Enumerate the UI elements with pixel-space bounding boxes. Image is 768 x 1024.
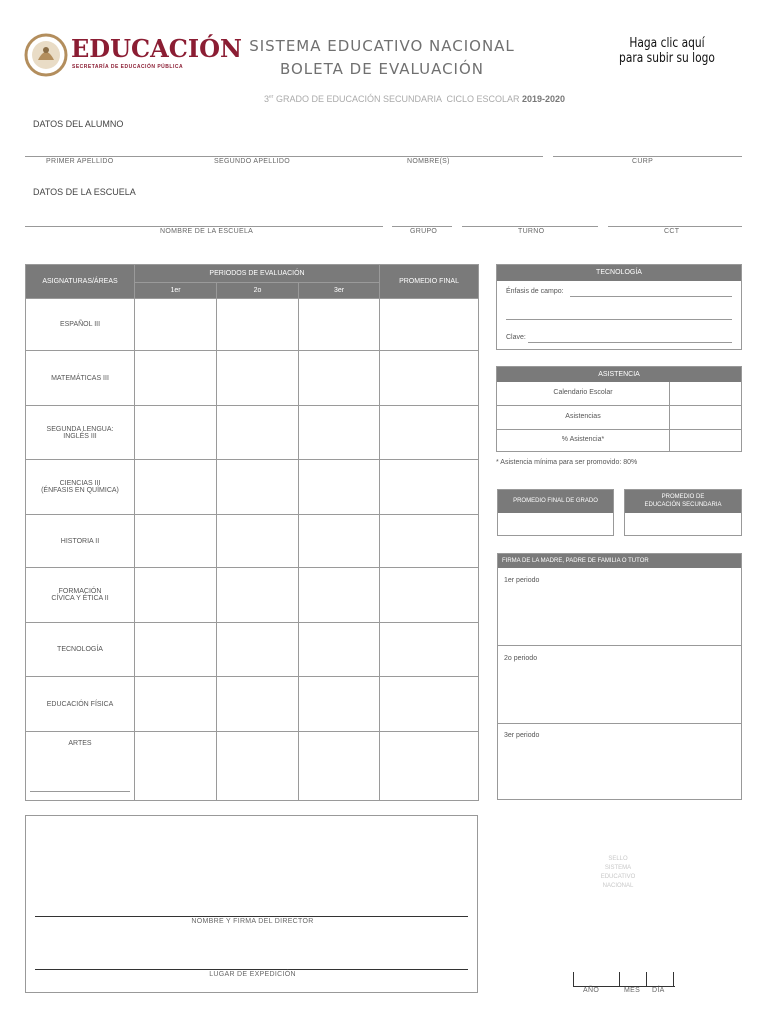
grade-cell[interactable]: [299, 299, 380, 351]
emphasis-line[interactable]: [570, 296, 732, 297]
seal-placeholder: SELLO SISTEMA EDUCATIVO NACIONAL: [600, 856, 636, 889]
table-row: [26, 732, 479, 801]
grade-cell[interactable]: [299, 460, 380, 515]
place-label: LUGAR DE EXPEDICIÓN: [209, 971, 296, 978]
grade-cell[interactable]: [299, 568, 380, 623]
table-row: [26, 299, 479, 351]
school-name-label: NOMBRE DE LA ESCUELA: [160, 228, 254, 235]
shift-line[interactable]: [462, 226, 598, 227]
subject-english: SEGUNDA LENGUA: INGLÉS III: [26, 406, 135, 460]
subject-arts: ARTES: [68, 740, 92, 747]
subject-civics: FORMACIÓN CÍVICA Y ÉTICA II: [26, 568, 135, 623]
grade-number: 3: [263, 94, 269, 104]
attendance-row-2: [497, 406, 741, 430]
signature-period-1-label: 1er periodo: [504, 577, 540, 584]
period-1-header: 1er: [135, 283, 217, 299]
attendance-label-percent: % Asistencia*: [561, 436, 605, 443]
grade-cell[interactable]: [135, 623, 217, 677]
month-label: MES: [624, 987, 641, 994]
school-name-line[interactable]: [25, 226, 383, 227]
group-label: GRUPO: [410, 228, 438, 235]
grade-cell[interactable]: [299, 351, 380, 406]
group-line[interactable]: [392, 226, 452, 227]
signature-period-2[interactable]: [498, 646, 741, 724]
table-row: [26, 568, 479, 623]
grade-cell[interactable]: [135, 460, 217, 515]
upload-logo-line2: para subir su logo: [619, 51, 715, 66]
grade-cell[interactable]: [217, 351, 299, 406]
guardian-signature-title: FIRMA DE LA MADRE, PADRE DE FAMILIA O TUTOR: [498, 554, 741, 568]
signature-period-3[interactable]: [498, 724, 741, 799]
day-label: DÍA: [652, 987, 665, 994]
grade-cell[interactable]: [299, 515, 380, 568]
attendance-title: ASISTENCIA: [497, 367, 741, 382]
grade-cell[interactable]: [299, 406, 380, 460]
grade-cell[interactable]: [299, 677, 380, 732]
grade-average-box[interactable]: [497, 489, 614, 536]
grade-text: GRADO DE EDUCACIÓN SECUNDARIA CICLO ESCOLAR: [273, 94, 522, 104]
second-surname-label: SEGUNDO APELLIDO: [214, 158, 290, 165]
grade-cell[interactable]: [135, 406, 217, 460]
secondary-average-box[interactable]: [624, 489, 742, 536]
technology-title: TECNOLOGÍA: [497, 265, 741, 281]
grade-cell[interactable]: [299, 732, 380, 801]
emphasis-label: Énfasis de campo:: [506, 288, 564, 295]
grade-cell[interactable]: [135, 351, 217, 406]
grade-cell[interactable]: [217, 460, 299, 515]
final-grade-cell[interactable]: [380, 732, 479, 801]
grade-cell[interactable]: [299, 623, 380, 677]
attendance-value-cell[interactable]: [669, 382, 742, 405]
grade-cell[interactable]: [217, 406, 299, 460]
grades-table: [25, 264, 479, 801]
table-row: [26, 515, 479, 568]
attendance-label-calendar: Calendario Escolar: [553, 389, 613, 396]
final-grade-cell[interactable]: [380, 568, 479, 623]
grade-cell[interactable]: [135, 515, 217, 568]
student-section-title: DATOS DEL ALUMNO: [33, 119, 124, 129]
emphasis-line-2[interactable]: [506, 319, 732, 320]
report-title: BOLETA DE EVALUACIÓN: [279, 60, 485, 78]
subject-technology: TECNOLOGÍA: [26, 623, 135, 677]
arts-detail-line[interactable]: [30, 791, 130, 792]
year-label: AÑO: [583, 987, 600, 994]
table-row: [26, 623, 479, 677]
logo-subtitle: SECRETARÍA DE EDUCACIÓN PÚBLICA: [72, 64, 184, 70]
director-signature-line[interactable]: [35, 916, 468, 917]
grade-suffix: er: [268, 94, 274, 100]
grade-cell[interactable]: [135, 732, 217, 801]
shift-label: TURNO: [518, 228, 545, 235]
student-name-line[interactable]: [25, 156, 543, 157]
signature-period-2-label: 2o periodo: [504, 655, 538, 662]
place-line[interactable]: [35, 969, 468, 970]
grade-cell[interactable]: [217, 732, 299, 801]
period-3-header: 3er: [299, 283, 380, 299]
cct-label: CCT: [664, 228, 680, 235]
period-2-header: 2o: [217, 283, 299, 299]
director-label: NOMBRE Y FIRMA DEL DIRECTOR: [191, 918, 314, 925]
final-grade-cell[interactable]: [380, 677, 479, 732]
subject-arts-cell: [26, 732, 135, 801]
first-surname-label: PRIMER APELLIDO: [46, 158, 114, 165]
director-box: [25, 815, 478, 993]
grade-cell[interactable]: [217, 299, 299, 351]
logo-text: EDUCACIÓN: [71, 34, 242, 63]
attendance-value-cell[interactable]: [669, 406, 742, 429]
technology-box: [496, 264, 742, 350]
table-row: [26, 460, 479, 515]
signature-period-3-label: 3er periodo: [504, 732, 540, 739]
subject-history: HISTORIA II: [26, 515, 135, 568]
secondary-average-title: PROMEDIO DE EDUCACIÓN SECUNDARIA: [625, 490, 741, 513]
system-title: SISTEMA EDUCATIVO NACIONAL: [249, 37, 515, 55]
attendance-note: * Asistencia mínima para ser promovido: 80%: [496, 459, 638, 466]
date-field[interactable]: [573, 972, 675, 987]
final-average-header: PROMEDIO FINAL: [380, 265, 479, 299]
table-row: [26, 351, 479, 406]
grade-cell[interactable]: [135, 568, 217, 623]
final-grade-cell[interactable]: [380, 460, 479, 515]
guardian-signature-box: [497, 553, 742, 800]
attendance-row-1: [497, 382, 741, 406]
periods-header: PERIODOS DE EVALUACIÓN: [135, 265, 380, 283]
grade-cell[interactable]: [217, 677, 299, 732]
school-cycle: 2019-2020: [521, 94, 566, 104]
curp-line[interactable]: [553, 156, 742, 157]
upload-logo-line1: Haga clic aquí: [629, 36, 705, 51]
grade-average-title: PROMEDIO FINAL DE GRADO: [498, 490, 613, 513]
attendance-row-3: [497, 430, 741, 451]
attendance-label-count: Asistencias: [565, 413, 601, 420]
final-grade-cell[interactable]: [380, 623, 479, 677]
school-section-title: DATOS DE LA ESCUELA: [33, 187, 136, 197]
cct-line[interactable]: [608, 226, 742, 227]
key-line[interactable]: [528, 342, 732, 343]
attendance-box: [496, 366, 742, 452]
final-grade-cell[interactable]: [380, 515, 479, 568]
subject-pe: EDUCACIÓN FÍSICA: [26, 677, 135, 732]
grade-cell[interactable]: [135, 677, 217, 732]
curp-label: CURP: [632, 158, 654, 165]
grade-cell[interactable]: [135, 299, 217, 351]
table-row: [26, 677, 479, 732]
final-grade-cell[interactable]: [380, 351, 479, 406]
subjects-header: ASIGNATURAS/ÁREAS: [26, 265, 135, 299]
final-grade-cell[interactable]: [380, 299, 479, 351]
names-label: NOMBRE(S): [407, 158, 450, 165]
subject-spanish: ESPAÑOL III: [26, 299, 135, 351]
grade-cell[interactable]: [217, 515, 299, 568]
national-seal-icon: [24, 32, 68, 78]
final-grade-cell[interactable]: [380, 406, 479, 460]
grade-cell[interactable]: [217, 623, 299, 677]
key-label: Clave:: [506, 334, 526, 341]
subject-math: MATEMÁTICAS III: [26, 351, 135, 406]
attendance-value-cell[interactable]: [669, 430, 742, 451]
table-row: [26, 406, 479, 460]
upload-logo-button[interactable]: [592, 36, 742, 74]
signature-period-1[interactable]: [498, 568, 741, 646]
grade-cell[interactable]: [217, 568, 299, 623]
subject-science: CIENCIAS III (ÉNFASIS EN QUÍMICA): [26, 460, 135, 515]
grade-cycle-line: [182, 84, 642, 104]
